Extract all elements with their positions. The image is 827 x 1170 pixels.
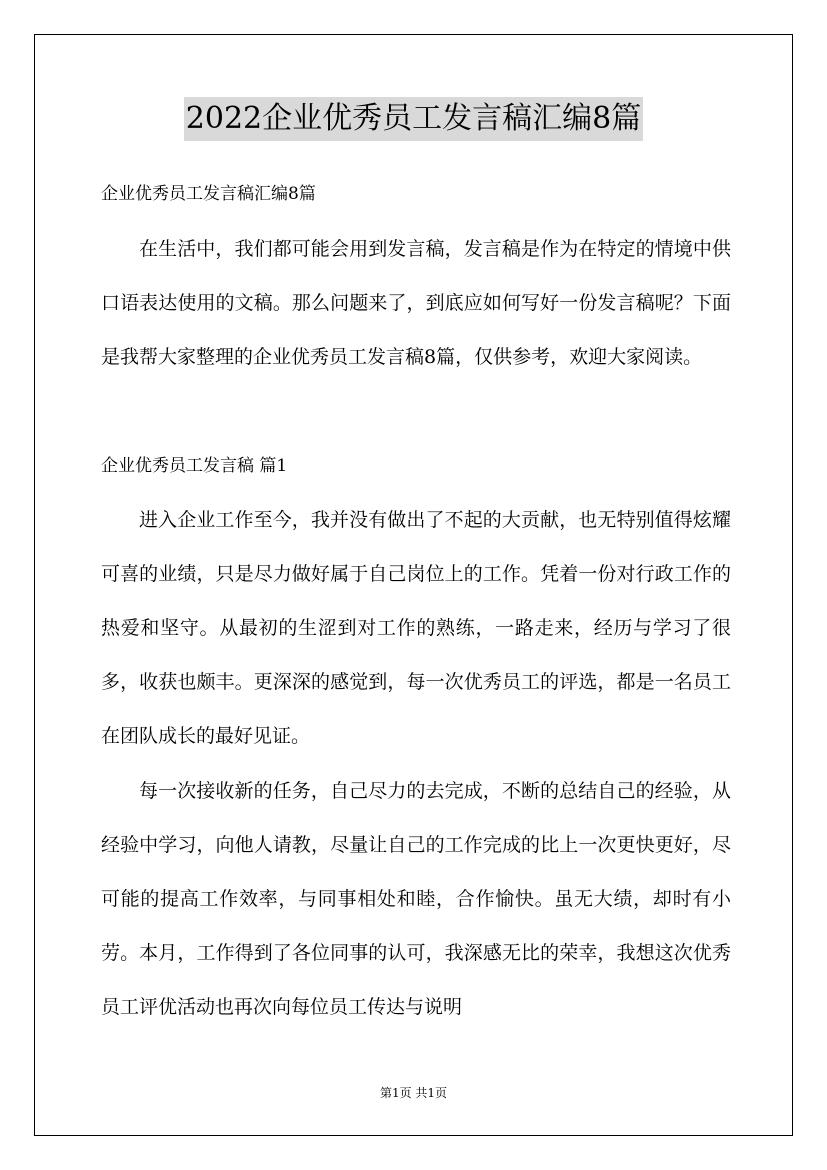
page-footer: 第1页 共1页 — [379, 1086, 448, 1100]
body-paragraph-1: 进入企业工作至今，我并没有做出了不起的大贡献，也无特别值得炫耀可喜的业绩，只是尽力做好属于自己岗位上的工作。凭着一份对行政工作的热爱和坚守。从最初的生涩到对工作的熟练，一路走来，经历与学习了很多，收获也颇丰。更深深的感觉到，每一次优秀员工的评选，都是一名员工在团队成长的最好见证。 — [101, 509, 731, 747]
document-title: 2022企业优秀员工发言稿汇编8篇 — [184, 97, 643, 141]
document-subtitle: 企业优秀员工发言稿汇编8篇 — [101, 184, 316, 204]
body-paragraph-2: 每一次接收新的任务，自己尽力的去完成，不断的总结自己的经验，从经验中学习，向他人请教，尽量让自己的工作完成的比上一次更快更好，尽可能的提高工作效率，与同事相处和睦，合作愉快。虽无大绩，却时有小劳。本月，工作得到了各位同事的认可，我深感无比的荣幸，我想这次优秀员工评优活动也再次向每位员工传达与说明 — [101, 780, 731, 1018]
title-container — [0, 97, 827, 141]
intro-paragraph: 在生活中，我们都可能会用到发言稿，发言稿是作为在特定的情境中供口语表达使用的文稿。那么问题来了，到底应如何写好一份发言稿呢？下面是我帮大家整理的企业优秀员工发言稿8篇，仅供参考，欢迎大家阅读。 — [101, 238, 731, 368]
section-heading: 企业优秀员工发言稿 篇1 — [101, 456, 288, 476]
